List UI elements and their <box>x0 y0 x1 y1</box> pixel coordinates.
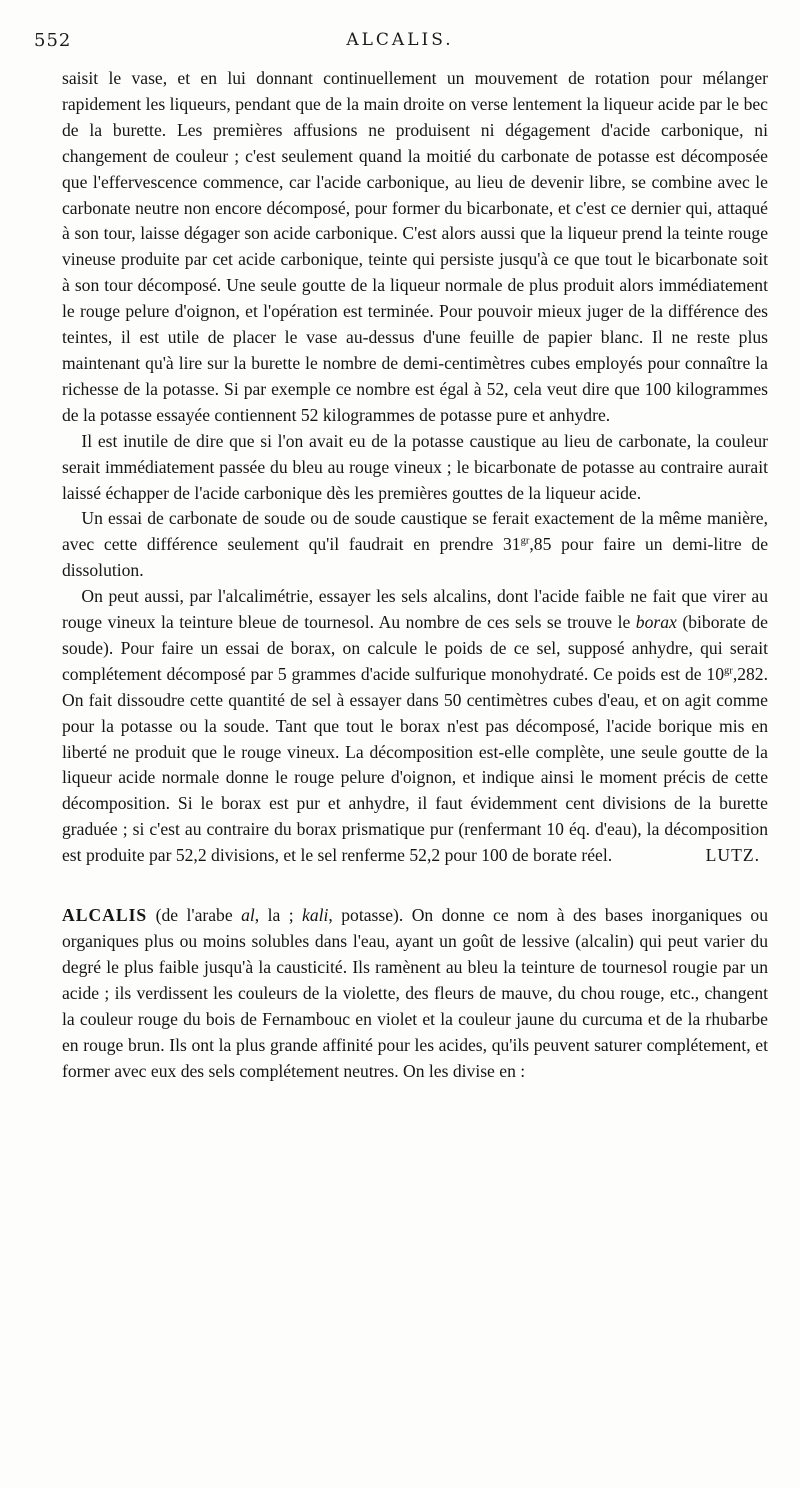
author-signature: LUTZ. <box>705 845 760 866</box>
entry-text-a: (de l'arabe <box>147 905 242 926</box>
entry-italic-kali: kali <box>302 905 329 926</box>
running-title: ALCALIS. <box>346 30 454 50</box>
paragraph-soda-assay <box>62 506 768 584</box>
borax-text-a: On peut aussi, par l'alcalimétrie, essayer les sels alcalins, dont l'acide faible ne fait que virer au rouge vineux la teinture bleue de tournesol. Au nombre de ces sels se trouve le <box>62 586 768 633</box>
entry-italic-al: al <box>241 905 255 926</box>
entry-headword: ALCALIS <box>62 905 148 926</box>
borax-text-c: ,282. On fait dissoudre cette quantité de sel à essayer dans 50 centimètres cubes d'eau, et on agit comme pour la potasse ou la soude. Tant que tout le borax n'est pas décomposé, l'acide borique mis en liberté ne produit que le rouge vineux. La décomposition est-elle complète, une seule goutte de la liqueur acide normale donne le rouge pelure d'oignon, et indique ainsi le moment précis de cette décomposition. Si le borax est pur et anhydre, il faut évidemment cent divisions de la burette graduée ; si c'est au contraire du borax prismatique pur (renfermant 10 éq. d'eau), la décomposition est produite par 52,2 divisions, et le sel renferme 52,2 pour 100 de borate réel. <box>62 663 768 866</box>
borax-term: borax <box>635 612 677 633</box>
section-gap <box>62 869 768 903</box>
entry-text-b: , la ; <box>254 905 303 926</box>
gram-unit: gr <box>724 665 733 677</box>
entry-text-c: , potasse). On donne ce nom à des bases inorganiques ou organiques plus ou moins solubles dans l'eau, ayant un goût de lessive (alcalin) qui peut varier du degré le plus faible jusqu'à la causticité. Ils ramènent au bleu la teinture de tournesol rougie par un acide ; ils verdissent les couleurs de la violette, des fleurs de mauve, du chou rouge, etc., changent la couleur rouge du bois de Fernambouc en violet et la couleur jaune du curcuma et de la rhubarbe en rouge brun. Ils ont la plus grande affinité pour les acides, qu'ils peuvent saturer complétement, et former avec eux des sels complétement neutres. On les divise en : <box>62 905 768 1081</box>
page-body <box>62 66 768 1084</box>
page-number: 552 <box>34 30 72 51</box>
paragraph-potash-titration: saisit le vase, et en lui donnant continuellement un mouvement de rotation pour mélanger rapidement les liqueurs, pendant que de la main droite on verse lentement la liqueur acide par le bec de la burette. Les premières affusions ne produisent ni dégagement d'acide carbonique, ni changement de couleur ; c'est seulement quand la moitié du carbonate de potasse est décomposée que l'effervescence commence, car l'acide carbonique, au lieu de devenir libre, se combine avec le carbonate neutre non encore décomposé, pour former du bicarbonate, et c'est ce dernier qui, attaqué à son tour, laisse dégager son acide carbonique. C'est alors aussi que la liqueur prend la teinte rouge vineuse produite par cet acide carbonique, teinte qui persiste jusqu'à ce que tout le bicarbonate soit à son tour décomposé. Une seule goutte de la liqueur normale de plus produit alors immédiatement le rouge pelure d'oignon, et l'opération est terminée. Pour pouvoir mieux juger de la différence des teintes, il est utile de placer le vase au-dessus d'une feuille de papier blanc. Il ne reste plus maintenant qu'à lire sur la burette le nombre de demi-centimètres cubes employés pour connaître la richesse de la potasse. Si par exemple ce nombre est égal à 52, cela veut dire que 100 kilogrammes de la potasse essayée contiennent 52 kilogrammes de potasse pure et anhydre. <box>62 68 768 425</box>
paragraph-borax-assay <box>62 584 768 869</box>
soda-text-after: ,85 pour faire un demi-litre de dissolution. <box>62 534 769 581</box>
entry-alcalis <box>62 903 768 1084</box>
paragraph-caustic-potash: Il est inutile de dire que si l'on avait eu de la potasse caustique au lieu de carbonate, la couleur serait immédiatement passée du bleu au rouge vineux ; le bicarbonate de potasse au contraire aurait laissé échapper de l'acide carbonique dès les premières gouttes de la liqueur acide. <box>62 430 768 503</box>
soda-text-before: Un essai de carbonate de soude ou de soude caustique se ferait exactement de la même manière, avec cette différence seulement qu'il faudrait en prendre 31 <box>62 508 768 555</box>
running-header <box>34 30 766 56</box>
borax-text-b: (biborate de soude). Pour faire un essai de borax, on calcule le poids de ce sel, supposé anhydre, qui serait complétement décomposé par 5 grammes d'acide sulfurique monohydraté. Ce poids est de 10 <box>62 612 768 684</box>
gram-unit: gr <box>520 535 530 547</box>
